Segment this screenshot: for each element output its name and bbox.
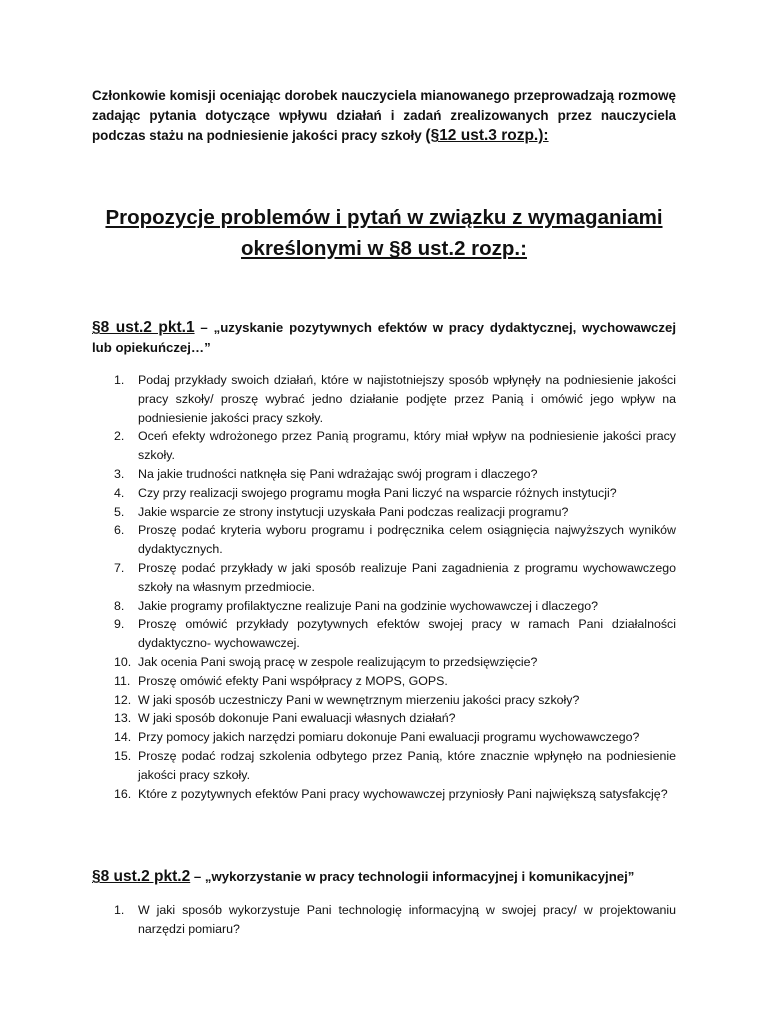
list-item xyxy=(92,427,676,465)
item-text: W jaki sposób wykorzystuje Pani technologię informacyjną w swojej pracy/ w projektowaniu narzędzi pomiaru? xyxy=(138,903,676,936)
item-number: 7. xyxy=(114,560,125,575)
item-text: Na jakie trudności natknęła się Pani wdrażając swój program i dlaczego? xyxy=(138,466,538,481)
list-item xyxy=(92,728,676,747)
list-item xyxy=(92,747,676,785)
item-number: 3. xyxy=(114,466,125,481)
intro-reference: (§12 ust.3 rozp.): xyxy=(425,127,549,144)
document-title xyxy=(92,202,676,264)
list-item xyxy=(92,484,676,503)
item-text: W jaki sposób uczestniczy Pani w wewnętrznym mierzeniu jakości pracy szkoły? xyxy=(138,692,580,707)
list-item xyxy=(92,371,676,427)
list-item xyxy=(92,785,676,804)
list-item xyxy=(92,559,676,597)
item-number: 1. xyxy=(114,903,125,917)
item-text: Jakie programy profilaktyczne realizuje Pani na godzinie wychowawczej i dlaczego? xyxy=(138,598,599,613)
list-item xyxy=(92,709,676,728)
item-number: 12. xyxy=(114,692,132,707)
item-text: Proszę podać przykłady w jaki sposób realizuje Pani zagadnienia z programu wychowawczego szkoły na własnym przedmiocie. xyxy=(138,560,676,594)
section-heading-pkt2 xyxy=(92,867,676,887)
list-item xyxy=(92,615,676,653)
item-number: 9. xyxy=(114,617,125,632)
item-number: 1. xyxy=(114,373,125,387)
item-text: Proszę omówić przykłady pozytywnych efektów swojej pracy w ramach Pani działalności dydaktyczno- wychowawczej. xyxy=(138,617,676,651)
title-line-1: Propozycje problemów i pytań w związku z wymaganiami xyxy=(105,206,663,229)
list-item xyxy=(92,691,676,710)
item-number: 11. xyxy=(114,673,131,688)
list-item xyxy=(92,672,676,691)
item-text: Które z pozytywnych efektów Pani pracy wychowawczej przyniosły Pani największą satysfakcję? xyxy=(138,786,668,801)
question-list-pkt1 xyxy=(92,371,676,803)
item-text: Oceń efekty wdrożonego przez Panią programu, który miał wpływ na podniesienie jakości pracy szkoły. xyxy=(138,429,676,463)
item-number: 4. xyxy=(114,485,125,500)
title-line-2: określonymi w §8 ust.2 rozp.: xyxy=(241,237,527,260)
item-text: Jakie wsparcie ze strony instytucji uzyskała Pani podczas realizacji programu? xyxy=(138,504,569,519)
intro-text: Członkowie komisji oceniając dorobek nauczyciela mianowanego przeprowadzają rozmowę zadając pytania dotyczące wpływu działań i zadań zrealizowanych przez nauczyciela podczas stażu na podniesienie jakości pracy szkoły xyxy=(92,88,676,143)
item-text: Proszę podać rodzaj szkolenia odbytego przez Panią, które znacznie wpłynęło na podniesienie jakości pracy szkoły. xyxy=(138,748,676,782)
item-number: 10. xyxy=(114,654,132,669)
item-text: Podaj przykłady swoich działań, które w najistotniejszy sposób wpłynęły na podniesienie jakości pracy szkoły/ proszę wybrać jedno działanie podjęte przez Panią i omówić jego wpływ na podniesienie jakości pracy szkoły. xyxy=(138,373,676,425)
question-list-pkt2 xyxy=(92,901,676,939)
item-number: 2. xyxy=(114,429,125,444)
list-item xyxy=(92,597,676,616)
section-reference: §8 ust.2 pkt.1 xyxy=(92,319,195,336)
section-description: – „uzyskanie pozytywnych efektów w pracy dydaktycznej, wychowawczej lub opiekuńczej…” xyxy=(92,320,676,355)
item-text: Przy pomocy jakich narzędzi pomiaru dokonuje Pani ewaluacji programu wychowawczego? xyxy=(138,730,640,745)
list-item xyxy=(92,465,676,484)
intro-paragraph xyxy=(92,86,676,146)
list-item xyxy=(92,653,676,672)
item-number: 8. xyxy=(114,598,125,613)
item-text: Proszę podać kryteria wyboru programu i podręcznika celem osiągnięcia najwyższych wyników dydaktycznych. xyxy=(138,523,676,557)
item-number: 14. xyxy=(114,730,132,745)
item-number: 16. xyxy=(114,786,132,801)
section-heading-pkt1 xyxy=(92,318,676,358)
section-description: – „wykorzystanie w pracy technologii informacyjnej i komunikacyjnej” xyxy=(190,869,635,884)
section-reference: §8 ust.2 pkt.2 xyxy=(92,868,191,885)
item-number: 13. xyxy=(114,711,132,726)
item-number: 6. xyxy=(114,523,125,538)
item-number: 15. xyxy=(114,748,132,763)
item-text: W jaki sposób dokonuje Pani ewaluacji własnych działań? xyxy=(138,711,456,726)
item-number: 5. xyxy=(114,504,125,519)
list-item xyxy=(92,503,676,522)
item-text: Proszę omówić efekty Pani współpracy z MOPS, GOPS. xyxy=(138,673,448,688)
item-text: Jak ocenia Pani swoją pracę w zespole realizującym to przedsięwzięcie? xyxy=(138,654,538,669)
item-text: Czy przy realizacji swojego programu mogła Pani liczyć na wsparcie różnych instytucji? xyxy=(138,485,617,500)
list-item xyxy=(92,521,676,559)
list-item xyxy=(92,901,676,939)
